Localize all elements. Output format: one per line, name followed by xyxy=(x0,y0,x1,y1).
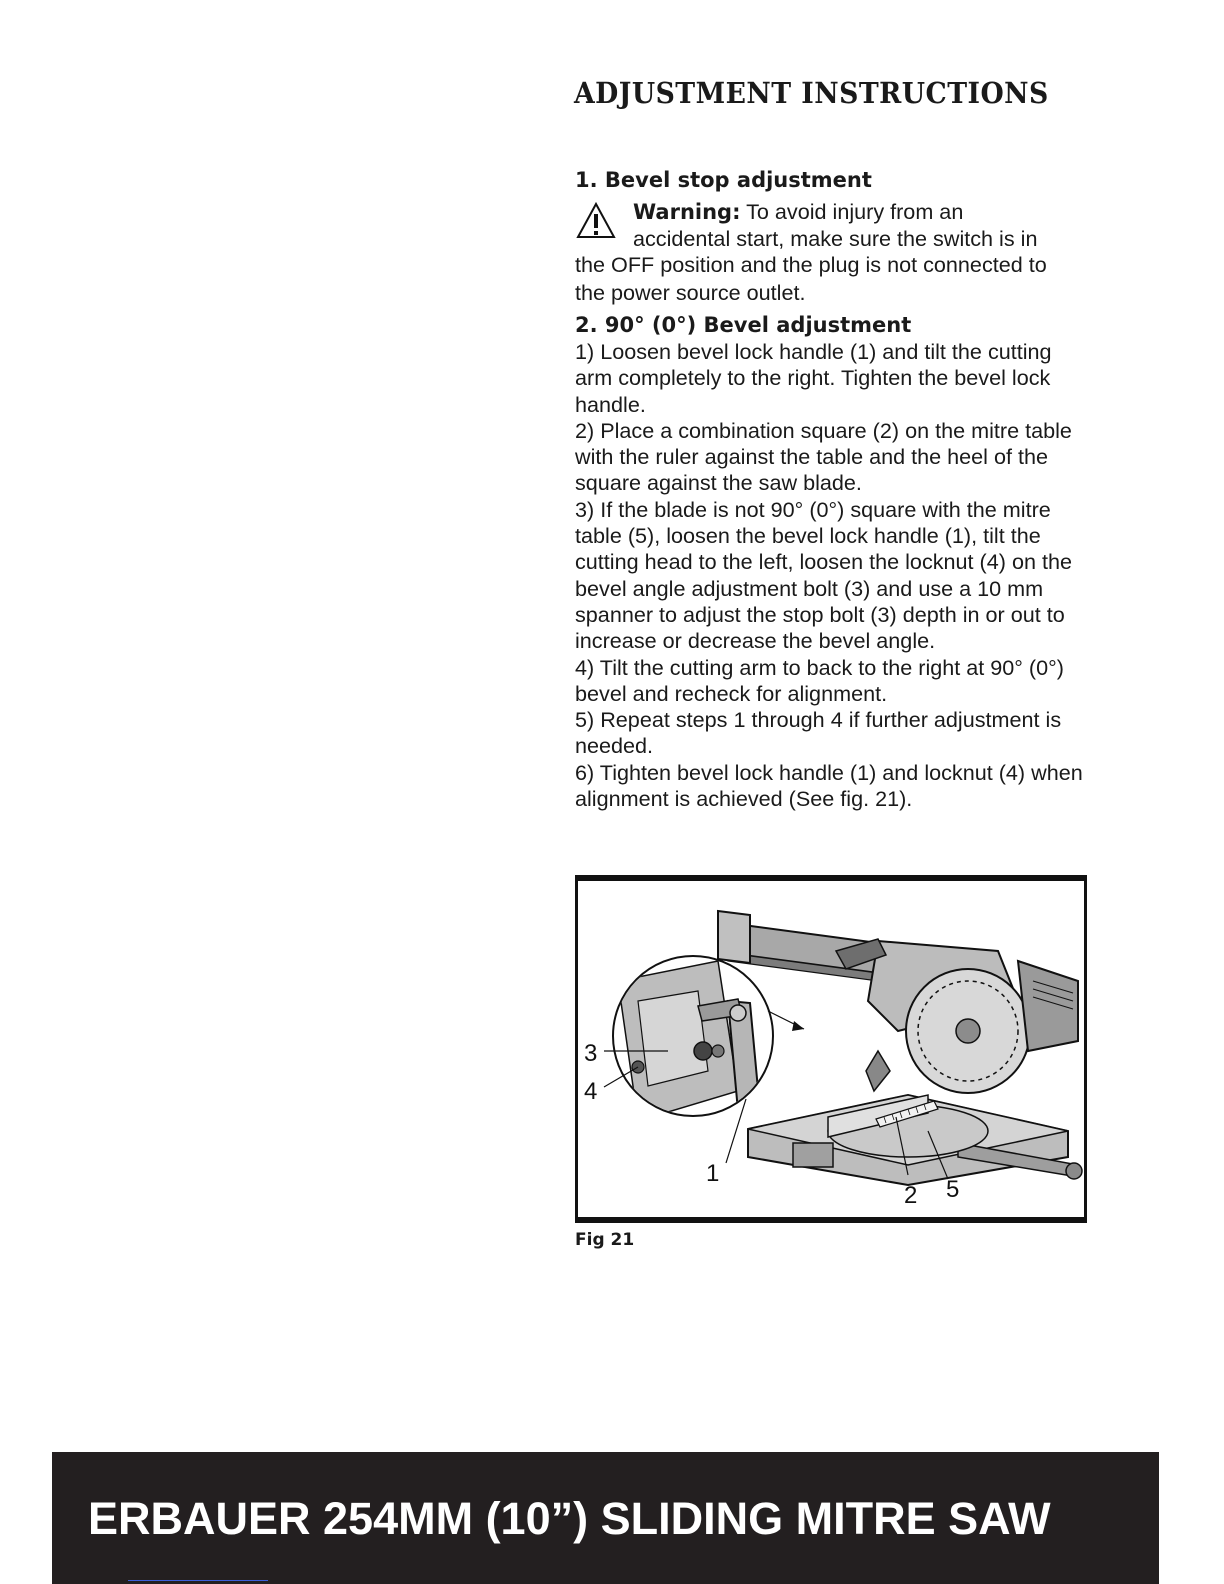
figure-21 xyxy=(575,875,1087,1223)
warning-label: Warning: xyxy=(633,200,741,224)
step-4: 4) Tilt the cutting arm to back to the right at 90° (0°) bevel and recheck for alignment. xyxy=(575,654,1064,706)
footer-underline-decoration xyxy=(128,1580,268,1581)
callout-2: 2 xyxy=(904,1182,918,1209)
footer-product-name: ERBAUER 254MM (10”) SLIDING MITRE SAW xyxy=(88,1493,1051,1544)
warning-text-1: To avoid injury from an xyxy=(740,199,964,224)
warning-line-2: accidental start, make sure the switch is in xyxy=(633,226,1038,251)
callout-4: 4 xyxy=(584,1078,598,1105)
step-5: 5) Repeat steps 1 through 4 if further adjustment is needed. xyxy=(575,707,1062,759)
page-title: ADJUSTMENT INSTRUCTIONS xyxy=(574,76,1049,110)
callout-1: 1 xyxy=(706,1160,720,1187)
steps-list xyxy=(575,339,1087,812)
warning-line-4: the power source outlet. xyxy=(575,280,806,305)
warning-line-1 xyxy=(633,199,963,225)
callout-5: 5 xyxy=(946,1176,960,1203)
section-heading-bevel-stop: 1. Bevel stop adjustment xyxy=(575,168,872,192)
step-1: 1) Loosen bevel lock handle (1) and tilt the cutting arm completely to the right. Tighten the bevel lock handle. xyxy=(575,339,1052,417)
step-2: 2) Place a combination square (2) on the mitre table with the ruler against the table and the heel of the square against the saw blade. xyxy=(575,417,1072,496)
mitre-saw-illustration xyxy=(578,881,1084,1217)
section-heading-bevel-adjustment: 2. 90° (0°) Bevel adjustment xyxy=(575,313,912,337)
callout-3: 3 xyxy=(584,1040,598,1067)
warning-triangle-icon xyxy=(576,201,616,241)
figure-caption: Fig 21 xyxy=(575,1230,635,1250)
step-3: 3) If the blade is not 90° (0°) square with the mitre table (5), loosen the bevel lock handle (1), tilt the cutting head to the left, loosen the locknut (4) on the bevel angle adjustment bolt (3) and use a 10 mm spanner to adjust the stop bolt (3) depth in or out to increase or decrease the bevel angle. xyxy=(575,496,1072,654)
warning-line-3: the OFF position and the plug is not connected to xyxy=(575,252,1047,277)
step-6: 6) Tighten bevel lock handle (1) and locknut (4) when alignment is achieved (See fig. 21). xyxy=(575,759,1083,812)
